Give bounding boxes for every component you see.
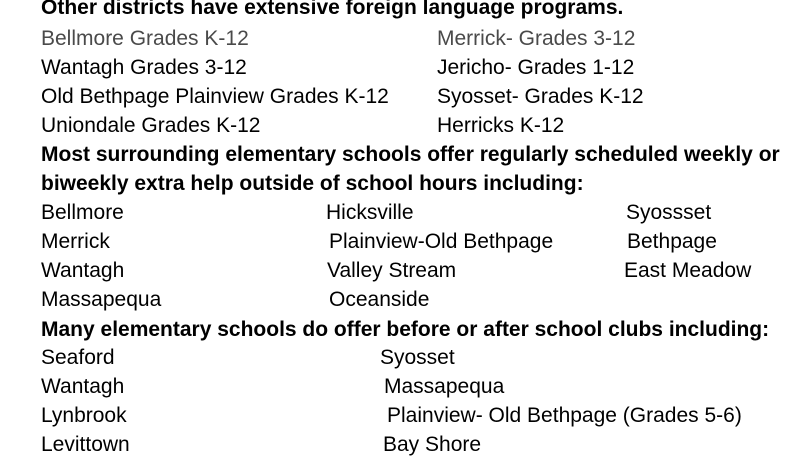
clubs-heading: Many elementary schools do offer before or after school clubs including: [41, 318, 770, 341]
foreign-language-heading: Other districts have extensive foreign language programs. [41, 0, 624, 19]
school-item: Lynbrook [41, 404, 127, 427]
district-item: Bellmore Grades K-12 [41, 27, 249, 50]
district-item: Jericho- Grades 1-12 [437, 56, 635, 79]
school-item: Syossset [626, 201, 712, 224]
school-item: Plainview-Old Bethpage [329, 230, 554, 253]
school-item: Wantagh [41, 375, 125, 398]
school-item: Massapequa [384, 375, 505, 398]
extra-help-heading-line1: Most surrounding elementary schools offer regularly scheduled weekly or [41, 143, 780, 166]
district-item: Uniondale Grades K-12 [41, 114, 261, 137]
school-item: Hicksville [326, 201, 414, 224]
school-item: Bethpage [627, 230, 717, 253]
district-item: Herricks K-12 [437, 114, 565, 137]
school-item: Bay Shore [383, 433, 482, 456]
school-item: Valley Stream [327, 259, 457, 282]
school-item: Plainview- Old Bethpage (Grades 5-6) [387, 404, 742, 427]
school-item: Bellmore [41, 201, 124, 224]
district-item: Merrick- Grades 3-12 [437, 27, 636, 50]
school-item: Syosset [380, 346, 455, 369]
extra-help-heading-line2: biweekly extra help outside of school hours including: [41, 172, 584, 195]
district-item: Wantagh Grades 3-12 [41, 56, 247, 79]
school-item: Levittown [41, 433, 130, 456]
district-item: Syosset- Grades K-12 [437, 85, 644, 108]
school-item: Seaford [41, 346, 115, 369]
school-item: Merrick [41, 230, 110, 253]
school-item: Wantagh [41, 259, 125, 282]
school-item: Massapequa [41, 288, 162, 311]
school-item: East Meadow [624, 259, 752, 282]
district-item: Old Bethpage Plainview Grades K-12 [41, 85, 389, 108]
school-item: Oceanside [329, 288, 430, 311]
